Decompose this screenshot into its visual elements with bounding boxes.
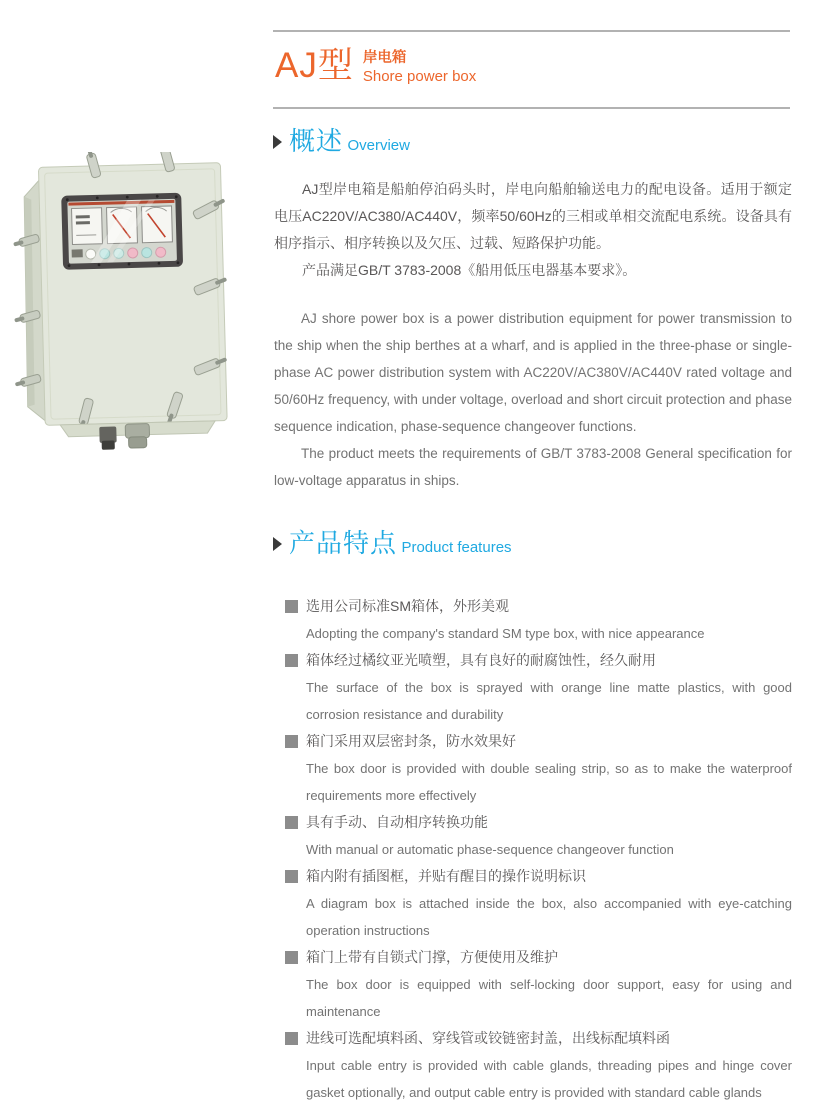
feature-text-cn: 进线可选配填料函、穿线管或铰链密封盖，出线标配填料函 [306,1030,670,1046]
feature-text-en: Adopting the company's standard SM type box, with nice appearance [306,626,705,641]
square-bullet-icon [285,600,298,613]
feature-text-en: The box door is provided with double sealing strip, so as to make the waterproof requirements more effectively [306,761,792,803]
feature-text-cn: 箱门采用双层密封条，防水效果好 [306,733,516,749]
feature-item [285,944,792,1025]
cable-gland-icon [125,424,150,449]
overview-cn-p1: AJ型岸电箱是船舶停泊码头时，岸电向船舶输送电力的配电设备。适用于额定电压AC220V/AC380/AC440V，频率50/60Hz的三相或单相交流配电系统。设备具有相序指示、相序转换以及欠压、过载、短路保护功能。 [274,181,792,251]
feature-text-cn: 选用公司标准SM箱体，外形美观 [306,598,509,614]
overview-en-p2: The product meets the requirements of GB/T 3783-2008 General specification for low-voltage apparatus in ships. [274,446,792,488]
overview-heading-en: Overview [347,137,410,154]
overview-en-p1: AJ shore power box is a power distribution equipment for power transmission to the ship when the ship berthes at a wharf, and is applied in the three-phase or single-phase AC power distribution system with AC220V/AC380V/AC440V rated voltage and 50/60Hz frequency, with under voltage, overload and short circuit protection and phase sequence indication, phase-sequence changeover functions. [274,311,792,434]
feature-text-en: The box door is equipped with self-locking door support, easy for using and maintenance [306,977,792,1019]
overview-heading-cn: 概述 [289,126,344,156]
features-heading-cn: 产品特点 [289,528,398,558]
square-bullet-icon [285,654,298,667]
feature-item [285,863,792,944]
features-heading-en: Product features [401,539,512,556]
features-list [285,593,792,1106]
feature-text-cn: 具有手动、自动相序转换功能 [306,814,488,830]
square-bullet-icon [285,1032,298,1045]
feature-item [285,1025,792,1106]
arrow-right-icon [273,537,282,551]
feature-text-en: With manual or automatic phase-sequence changeover function [306,842,674,857]
title-rule [273,107,790,109]
top-rule [273,30,790,32]
feature-item [285,728,792,809]
feature-text-en: A diagram box is attached inside the box, also accompanied with eye-catching operation instructions [306,896,792,938]
overview-cn-p2: 产品满足GB/T 3783-2008《船用低压电器基本要求》。 [302,262,637,278]
product-name-en: Shore power box [362,68,477,85]
square-bullet-icon [285,870,298,883]
arrow-right-icon [273,135,282,149]
feature-text-cn: 箱门上带有自锁式门撑，方便使用及维护 [306,949,558,965]
feature-item [285,593,792,647]
square-bullet-icon [285,951,298,964]
feature-text-cn: 箱体经过橘纹亚光喷塑，具有良好的耐腐蚀性，经久耐用 [306,652,656,668]
overview-section-head [273,126,410,156]
overview-heading [289,126,410,156]
feature-text-cn: 箱内附有插图框，并贴有醒目的操作说明标识 [306,868,586,884]
product-model: AJ型 [275,46,354,85]
overview-paragraph-cn [274,176,792,284]
cable-gland-icon [99,426,117,449]
feature-text-en: The surface of the box is sprayed with orange line matte plastics, with good corrosion resistance and durability [306,680,792,722]
square-bullet-icon [285,816,298,829]
overview-paragraph-en [274,305,792,494]
product-photo [12,152,252,457]
meter-icon [72,208,103,245]
features-heading [289,528,512,558]
square-bullet-icon [285,735,298,748]
feature-item [285,809,792,863]
feature-item [285,647,792,728]
inspection-window [61,193,183,270]
product-title-block [275,44,476,88]
features-section-head [273,528,512,558]
product-name-cn: 岸电箱 [362,50,407,66]
product-name-group [363,49,476,86]
shore-power-box-illustration [12,152,252,457]
feature-text-en: Input cable entry is provided with cable glands, threading pipes and hinge cover gasket optionally, and output cable entry is provided with standard cable glands [306,1058,792,1100]
